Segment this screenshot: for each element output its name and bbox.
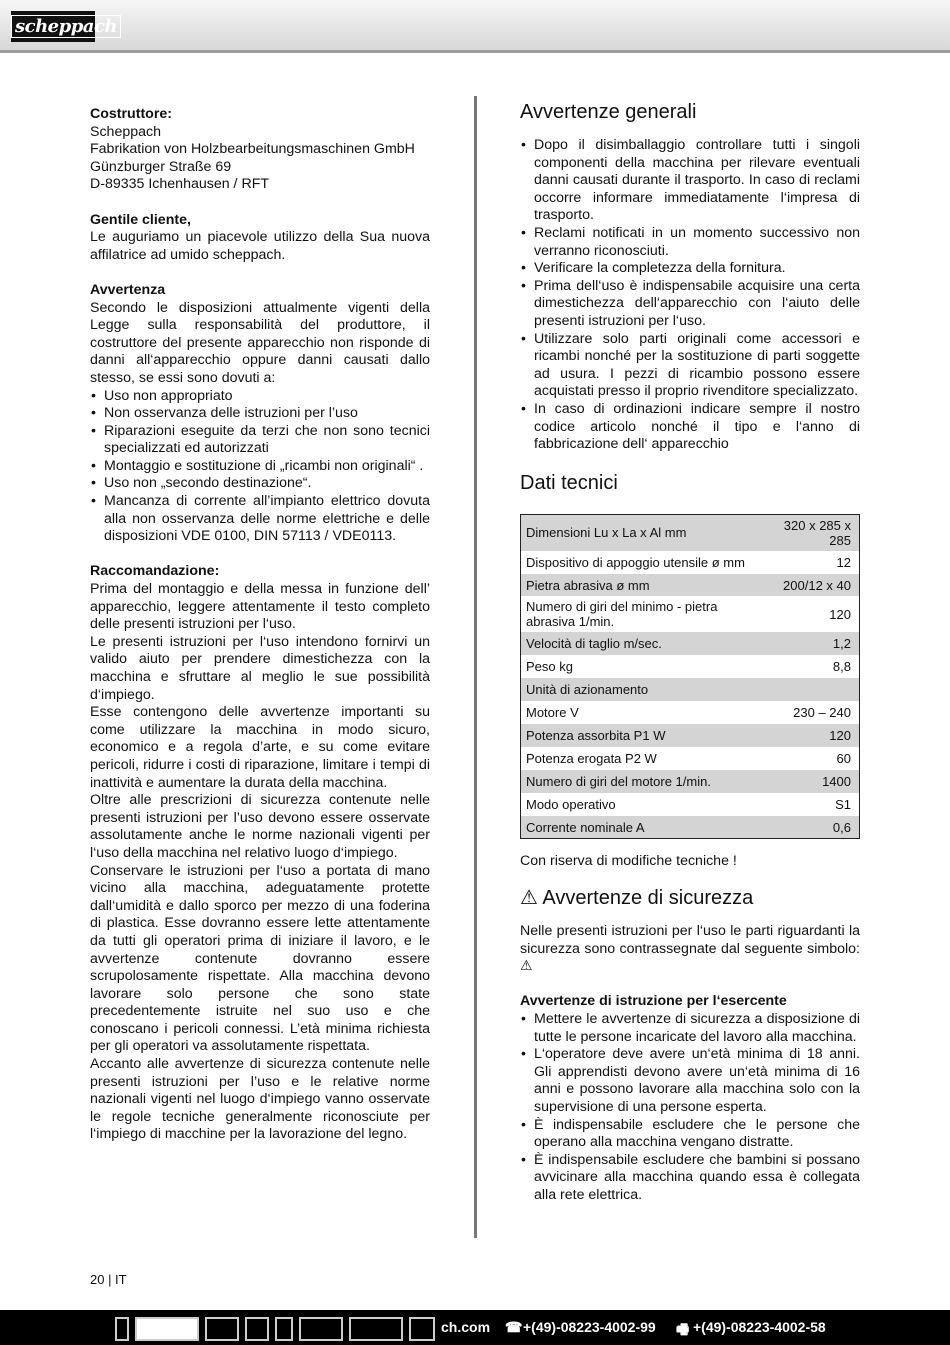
footer-web: ch.com	[441, 1319, 491, 1335]
general-list	[520, 137, 860, 454]
page-header	[0, 0, 950, 53]
list-item: • Uso non appropriato	[90, 388, 430, 406]
list-item: • È indispensabile escludere che bambini si possano avvicinare alla macchina quando essa è collegata alla rete elettrica.	[520, 1152, 860, 1205]
list-item: • Uso non „secondo destinazione“.	[90, 475, 430, 493]
reserve-note: Con riserva di modifiche tecniche !	[520, 853, 737, 870]
warning-title: Avvertenza	[90, 281, 166, 298]
list-item: • In caso di ordinazioni indicare sempre il nostro codice articolo nonché il tipo e l‘anno di fabbricazione dell‘ apparecchio	[520, 401, 860, 454]
tech-table	[520, 514, 860, 840]
column-divider	[474, 96, 477, 1238]
table-row: Dispositivo di appoggio utensile ø mm 12	[526, 554, 851, 570]
table-row: Potenza assorbita P1 W 120	[521, 724, 860, 747]
recommend-paragraph: Conservare le istruzioni per l‘uso a portata di mano vicino alla macchina, adeguatamente protette dall‘umidità e dallo sporco per mezzo di una foderina di plastica. Esse dovranno essere lette attentamente da tutti gli operatori prima di iniziare il lavoro, e le avvertenze contenute dovranno essere scrupolosamente rispettate. Alla macchina devono lavorare solo persone che sono state precedentemente istruite nel suo uso e che conoscano i pericoli connessi. L’età minima richiesta per gli operatori va assolutamente rispettata.	[90, 862, 430, 1055]
brand-logo: scheppach	[11, 11, 95, 42]
list-item: • Non osservanza delle istruzioni per l’uso	[90, 405, 430, 423]
list-item: • Verificare la completezza della fornitura.	[520, 260, 860, 278]
page-footer	[0, 1310, 950, 1345]
warning-triangle-icon: ⚠	[520, 887, 538, 910]
warning-triangle-icon: ⚠	[520, 958, 533, 975]
fax-icon: 🖷	[676, 1321, 690, 1337]
list-item: • Dopo il disimballaggio controllare tutti i singoli componenti della macchina per rilevare eventuali danni causati durante il trasporto. In caso di reclami occorre informare immediatamente l‘impresa di trasporto.	[520, 137, 860, 225]
recommend-paragraph: Le presenti istruzioni per l‘uso intendono fornirvi un valido aiuto per prendere dimestichezza con la macchina e sfruttare al meglio le sue possibilità d‘impiego.	[90, 633, 430, 703]
footer-decoration	[115, 1310, 441, 1345]
manufacturer-label: Costruttore:	[90, 106, 172, 122]
operator-title: Avvertenze di istruzione per l‘esercente	[520, 993, 787, 1010]
recommend-paragraph: Oltre alle prescrizioni di sicurezza contenute nelle presenti istruzioni per l’uso devono essere osservate assolutamente anche le norme nazionali vigenti per l‘uso della macchina nel relativo luogo d‘impiego.	[90, 792, 430, 861]
greeting-text: Le auguriamo un piacevole utilizzo della Sua nuova affilatrice ad umido scheppach.	[90, 229, 430, 263]
table-row: Potenza erogata P2 W 60	[526, 750, 851, 766]
recommend-paragraph: Prima del montaggio e della messa in funzione dell’ apparecchio, leggere attentamente il testo completo delle presenti istruzioni per l‘uso.	[90, 581, 430, 633]
recommend-title: Raccomandazione:	[90, 563, 220, 580]
greeting-title: Gentile cliente,	[90, 211, 191, 228]
footer-phone: +(49)-08223-4002-99	[523, 1319, 656, 1335]
table-row: Corrente nominale A 0,6	[521, 816, 860, 839]
table-row: Numero di giri del minimo - pietra abrasiva 1/min. 120	[526, 599, 851, 630]
general-title: Avvertenze generali	[520, 101, 697, 123]
operator-list	[520, 1011, 860, 1205]
right-column	[520, 99, 860, 1205]
list-item: • Riparazioni eseguite da terzi che non sono tecnici specializzati ed autorizzati	[90, 423, 430, 458]
list-item: • Mettere le avvertenze di sicurezza a disposizione di tutte le persone incaricate del lavoro alla macchina.	[520, 1011, 860, 1046]
warning-text: Secondo le disposizioni attualmente vigenti della Legge sulla responsabilità del produttore, il costruttore del presente apparecchio non risponde di danni all‘apparecchio oppure danni causati dallo stesso, se essi sono dovuti a:	[90, 299, 430, 386]
list-item: • Utilizzare solo parti originali come accessori e ricambi nonché per la sostituzione di parti soggette ad usura. I pezzi di ricambio possono essere acquistati presso il proprio rivenditore specializzato.	[520, 331, 860, 401]
list-item: • Mancanza di corrente all’impianto elettrico dovuta alla non osservanza delle norme elettriche e delle disposizioni VDE 0100, DIN 57113 / VDE0113.	[90, 493, 430, 546]
phone-icon: ☎	[505, 1319, 523, 1335]
table-row: Modo operativo S1	[526, 796, 851, 812]
footer-fax: +(49)-08223-4002-58	[693, 1319, 826, 1335]
table-row: Pietra abrasiva ø mm 200/12 x 40	[521, 574, 860, 597]
table-row: Peso kg 8,8	[526, 659, 851, 675]
list-item: • Montaggio e sostituzione di „ricambi non originali“ .	[90, 458, 430, 476]
list-item: • L‘operatore deve avere un‘età minima di 18 anni. Gli apprendisti devono avere un‘età minima di 16 anni e possono lavorare alla macchina solo con la supervisione di una persone esperta.	[520, 1046, 860, 1116]
list-item: • Reclami notificati in un momento successivo non verranno riconosciuti.	[520, 225, 860, 260]
table-row: Numero di giri del motore 1/min. 1400	[521, 770, 860, 793]
safety-text: Nelle presenti istruzioni per l‘uso le parti riguardanti la sicurezza sono contrassegnate dal seguente simbolo: ⚠	[520, 923, 860, 975]
table-row: Unità di azionamento	[521, 678, 860, 701]
table-row: Velocità di taglio m/sec. 1,2	[521, 632, 860, 655]
left-column	[90, 106, 430, 1144]
page-number: 20 | IT	[90, 1272, 127, 1287]
table-row: Dimensioni Lu x La x Al mm 320 x 285 x 285	[521, 514, 860, 551]
tech-title: Dati tecnici	[520, 471, 618, 494]
manufacturer-address: Scheppach Fabrikation von Holzbearbeitungsmaschinen GmbH Günzburger Straße 69 D-89335 Ichenhausen / RFT	[90, 123, 415, 193]
recommend-paragraph: Esse contengono delle avvertenze importanti su come utilizzare la macchina in modo sicuro, economico e a regola d’arte, e su come evitare pericoli, ridurre i costi di riparazione, limitare i tempi di inattività e aumentare la durata della macchina.	[90, 704, 430, 791]
table-row: Motore V 230 – 240	[526, 705, 851, 721]
list-item: • Prima dell‘uso è indispensabile acquisire una certa dimestichezza dell‘apparecchio con l‘aiuto delle presenti istruzioni per l‘uso.	[520, 278, 860, 331]
recommend-paragraph: Accanto alle avvertenze di sicurezza contenute nelle presenti istruzioni per l’uso e le relative norme nazionali vigenti nel luogo d‘impiego vanno osservate le regole tecniche generalmente riconosciute per l‘impiego di macchine per la lavorazione del legno.	[90, 1056, 430, 1143]
list-item: • È indispensabile escludere che le persone che operano alla macchina vengano distratte.	[520, 1117, 860, 1152]
safety-heading: ⚠ Avvertenze di sicurezza	[520, 887, 754, 910]
warning-list	[90, 388, 430, 546]
